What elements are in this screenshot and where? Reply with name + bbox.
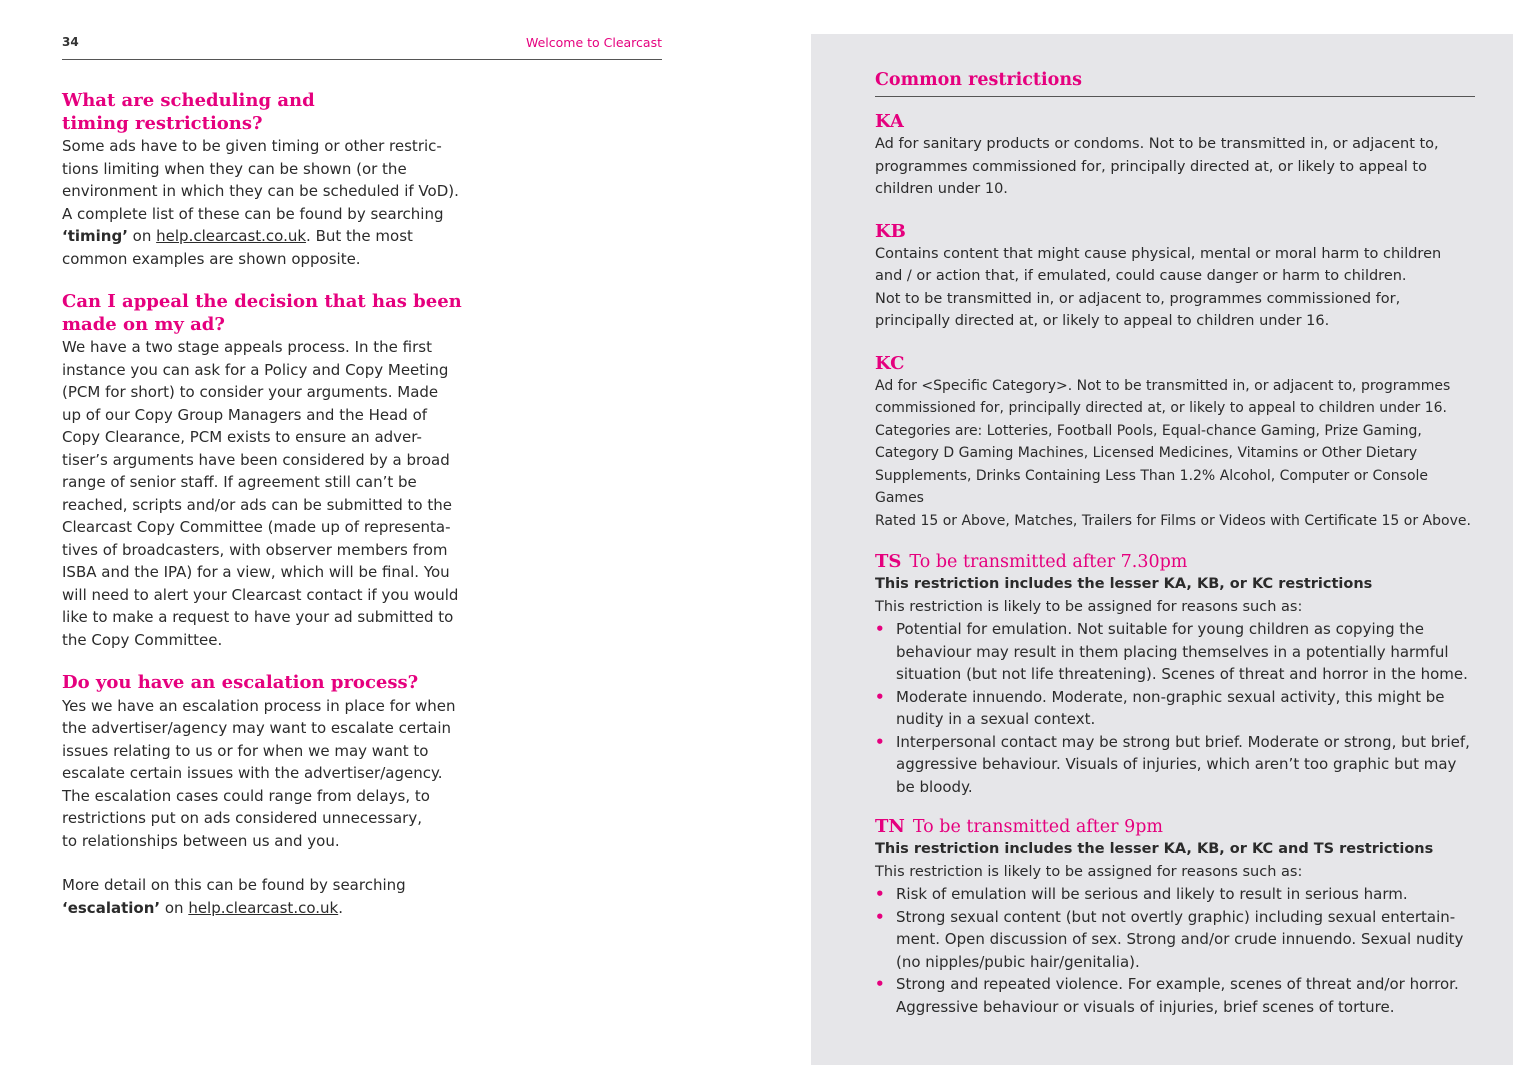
section-escalation bbox=[62, 672, 462, 919]
body-line: (PCM for short) to consider your arguments. Made bbox=[62, 383, 439, 401]
body-line: common examples are shown opposite. bbox=[62, 249, 361, 268]
list-item: • Strong and repeated violence. For example, scenes of threat and/or horror. Aggressive behaviour or visuals of injuries, brief scenes of torture. bbox=[875, 975, 1459, 1016]
body-line: A complete list of these can be found by searching bbox=[62, 204, 444, 223]
reasons-list bbox=[875, 618, 1475, 798]
body-line: ISBA and the IPA) for a view, which will be final. You bbox=[62, 563, 450, 581]
body-line: restrictions put on ads considered unnecessary, bbox=[62, 809, 422, 827]
bullet-icon: • bbox=[875, 687, 885, 706]
list-item: • Strong sexual content (but not overtly graphic) including sexual entertain- ment. Open discussion of sex. Strong and/or crude innuendo. Sexual nudity (no nipples/pubic hair/genitalia). bbox=[875, 907, 1464, 971]
body-line: More detail on this can be found by searching bbox=[62, 876, 406, 894]
body-line: Copy Clearance, PCM exists to ensure an adver- bbox=[62, 428, 422, 446]
restriction-heading bbox=[875, 816, 1475, 838]
restriction-tn: TN To be transmitted after 9pm This restriction includes the lesser KA, KB, or KC and TS restrictions This restriction is likely to be assigned for reasons such as: • Risk of emulation will be serious and likely to result in serious harm. • Strong sexual content (but not overtly graphic) including sexual entertain- ment. Open discussion of sex. Strong and/or crude innuendo. Sexual nudity (no nipples/pubic hair/genitalia). • Strong and repeated violence. For example, scenes of threat and/or horror. Aggressive behaviour or visuals of injuries, brief scenes of torture. bbox=[875, 816, 1475, 1018]
help-link[interactable]: help.clearcast.co.uk bbox=[188, 898, 339, 917]
page-number: 34 bbox=[62, 35, 79, 49]
body-line: range of senior staff. If agreement still can’t be bbox=[62, 473, 417, 491]
section-heading: What are scheduling and timing restrictions? bbox=[62, 90, 315, 134]
bullet-icon: • bbox=[875, 975, 885, 993]
restrictions-content bbox=[875, 68, 1475, 1018]
panel-title: Common restrictions bbox=[875, 68, 1475, 97]
body-line: ‘escalation’ on help.clearcast.co.uk. bbox=[62, 898, 343, 917]
body-line: reached, scripts and/or ads can be submitted to the bbox=[62, 495, 452, 514]
body-line: to relationships between us and you. bbox=[62, 831, 340, 850]
list-item: • Moderate innuendo. Moderate, non-graphic sexual activity, this might be nudity in a sexual context. bbox=[875, 687, 1445, 728]
list-item: • Risk of emulation will be serious and likely to result in serious harm. bbox=[875, 883, 1475, 906]
restriction-code: TS bbox=[875, 551, 902, 572]
body-line: Some ads have to be given timing or other restric- bbox=[62, 137, 442, 155]
restriction-kc: KC Ad for <Specific Category>. Not to be transmitted in, or adjacent to, programmes commissioned for, principally directed at, or likely to appeal to children under 16. Categories are: Lotteries, Football Pools, Equal-chance Gaming, Prize Gaming, Category D Gaming Machines, Licensed Medicines, Vitamins or Other Dietary Supplements, Drinks Containing Less Than 1.2% Alcohol, Computer or Console Games Rated 15 or Above, Matches, Trailers for Films or Videos with Certificate 15 or Above. bbox=[875, 353, 1475, 533]
body-line: the Copy Committee. bbox=[62, 630, 223, 649]
body-line: Yes we have an escalation process in place for when bbox=[62, 696, 456, 715]
help-link[interactable]: help.clearcast.co.uk bbox=[156, 227, 307, 245]
restriction-code: KB bbox=[875, 220, 906, 242]
restriction-timing: To be transmitted after 7.30pm bbox=[909, 552, 1188, 572]
body-line: up of our Copy Group Managers and the Head of bbox=[62, 405, 428, 424]
body-line: The escalation cases could range from delays, to bbox=[62, 786, 430, 805]
restriction-kb: KB Contains content that might cause physical, mental or moral harm to children and / or action that, if emulated, could cause danger or harm to children. Not to be transmitted in, or adjacent to, programmes commissioned for, principally directed at, or likely to appeal to children under 16. bbox=[875, 221, 1475, 333]
body-line: issues relating to us or for when we may want to bbox=[62, 741, 429, 760]
restriction-code: KC bbox=[875, 352, 905, 374]
restriction-code: TN bbox=[875, 816, 905, 837]
body-line: We have a two stage appeals process. In the first bbox=[62, 338, 432, 356]
body-line: escalate certain issues with the advertiser/agency. bbox=[62, 764, 443, 782]
body-line: tiser’s arguments have been considered by a broad bbox=[62, 450, 450, 469]
section-heading: Can I appeal the decision that has been made on my ad? bbox=[62, 291, 462, 335]
restriction-ka: KA Ad for sanitary products or condoms. Not to be transmitted in, or adjacent to, programmes commissioned for, principally directed at, or likely to appeal to children under 10. bbox=[875, 111, 1475, 201]
section-scheduling bbox=[62, 90, 462, 270]
section-appeal bbox=[62, 291, 462, 651]
body-line: instance you can ask for a Policy and Copy Meeting bbox=[62, 360, 449, 379]
list-item: • Potential for emulation. Not suitable for young children as copying the behaviour may result in them placing themselves in a potentially harmful situation (but not life threatening). Scenes of threat and horror in the home. bbox=[875, 620, 1468, 683]
body-line: Clearcast Copy Committee (made up of representa- bbox=[62, 518, 451, 536]
bullet-icon: • bbox=[875, 732, 885, 751]
search-term: ‘escalation’ bbox=[62, 898, 161, 917]
body-line: like to make a request to have your ad submitted to bbox=[62, 608, 454, 626]
restrictions-panel bbox=[811, 34, 1513, 1065]
bullet-icon: • bbox=[875, 907, 885, 926]
bullet-icon: • bbox=[875, 885, 885, 903]
restriction-ts: TS To be transmitted after 7.30pm This restriction includes the lesser KA, KB, or KC restrictions This restriction is likely to be assigned for reasons such as: • Potential for emulation. Not suitable for young children as copying the behaviour may result in them placing themselves in a potentially harmful situation (but not life threatening). Scenes of threat and horror in the home. • Moderate innuendo. Moderate, non-graphic sexual activity, this might be nudity in a sexual context. • Interpersonal contact may be strong but brief. Moderate or strong, but brief, aggressive behaviour. Visuals of injuries, which aren’t too graphic but may be bloody. bbox=[875, 551, 1475, 798]
restriction-heading bbox=[875, 551, 1475, 573]
body-line: tions limiting when they can be shown (or the bbox=[62, 159, 407, 178]
body-line: will need to alert your Clearcast contact if you would bbox=[62, 585, 459, 604]
left-page bbox=[0, 0, 700, 1084]
list-item: • Interpersonal contact may be strong but brief. Moderate or strong, but brief, aggressive behaviour. Visuals of injuries, which aren’t too graphic but may be bloody. bbox=[875, 732, 1470, 796]
page-header bbox=[62, 34, 662, 60]
section-heading: Do you have an escalation process? bbox=[62, 672, 419, 693]
restriction-code: KA bbox=[875, 111, 904, 132]
search-term: ‘timing’ bbox=[62, 227, 128, 245]
restriction-timing: To be transmitted after 9pm bbox=[912, 817, 1164, 837]
reasons-list bbox=[875, 883, 1475, 1018]
left-column bbox=[62, 90, 462, 919]
bullet-icon: • bbox=[875, 620, 885, 638]
running-title: Welcome to Clearcast bbox=[525, 35, 662, 50]
body-line: environment in which they can be scheduled if VoD). bbox=[62, 182, 459, 200]
body-line: the advertiser/agency may want to escalate certain bbox=[62, 719, 452, 737]
body-line: ‘timing’ on help.clearcast.co.uk. But the most bbox=[62, 227, 413, 245]
body-line: tives of broadcasters, with observer members from bbox=[62, 540, 448, 559]
